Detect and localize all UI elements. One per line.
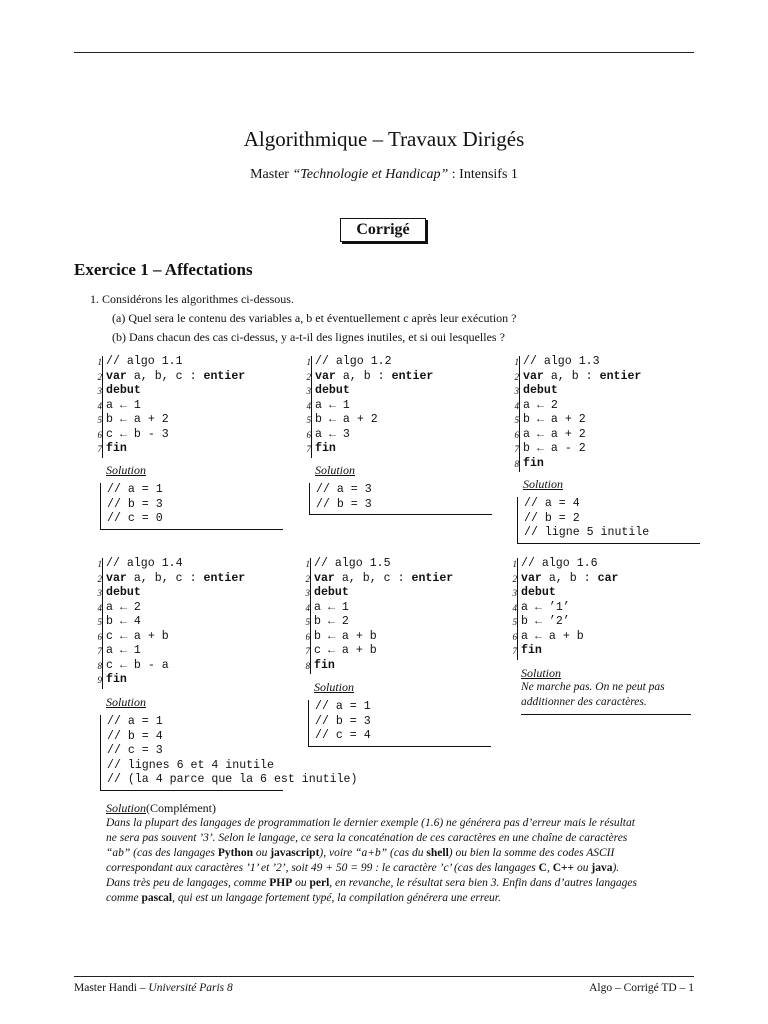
code-line: a ← ’1’ 4 bbox=[521, 601, 618, 616]
line-number: 3 bbox=[97, 386, 102, 396]
code-line: // algo 1.2 1 bbox=[315, 355, 433, 370]
line-number: 7 bbox=[512, 646, 517, 656]
solution-line: // b = 3 bbox=[107, 497, 163, 511]
solution-line: // b = 2 bbox=[524, 511, 580, 525]
complement-line: “ab” (cas des langages Python ou javascript), voire “a+b” (cas du shell) ou bien la somme des codes ASCII bbox=[106, 847, 615, 859]
solution-line: // b = 3 bbox=[316, 497, 372, 511]
line-number: 9 bbox=[97, 675, 102, 685]
line-number: 1 bbox=[512, 559, 517, 569]
corrige-badge: Corrigé bbox=[340, 218, 426, 242]
line-number: 2 bbox=[514, 371, 519, 382]
code-line: a ← a + 2 6 bbox=[523, 428, 641, 443]
line-number: 6 bbox=[305, 631, 310, 642]
code-line: // algo 1.5 1 bbox=[314, 557, 453, 572]
code-line: // algo 1.1 1 bbox=[106, 355, 245, 370]
line-number: 4 bbox=[512, 602, 517, 613]
code-line: debut 3 bbox=[106, 384, 245, 399]
solution-line: // (la 4 parce que la 6 est inutile) bbox=[107, 773, 358, 786]
algo-2-code bbox=[306, 355, 434, 457]
algo-3-code bbox=[514, 355, 642, 471]
line-number: 7 bbox=[306, 444, 311, 454]
line-number: 7 bbox=[97, 444, 102, 454]
solution-line: // ligne 5 inutile bbox=[524, 526, 650, 539]
code-line: debut 3 bbox=[106, 586, 245, 601]
line-number: 2 bbox=[306, 371, 311, 382]
code-line: c ← b - 3 6 bbox=[106, 428, 245, 443]
code-margin-bar bbox=[310, 558, 311, 674]
solution-line: // a = 1 bbox=[107, 483, 163, 496]
algo-5-code bbox=[305, 557, 454, 673]
solution-line: // a = 3 bbox=[316, 483, 372, 496]
code-margin-bar bbox=[102, 558, 103, 689]
exercise-heading: Exercice 1 – Affectations bbox=[74, 260, 253, 279]
code-margin-bar bbox=[519, 356, 520, 472]
code-line: c ← a + b 7 bbox=[314, 644, 453, 659]
line-number: 2 bbox=[305, 573, 310, 584]
code-line: b ← a + b 6 bbox=[314, 630, 453, 645]
code-line: // algo 1.4 1 bbox=[106, 557, 245, 572]
line-number: 6 bbox=[306, 429, 311, 440]
code-line: a ← 1 4 bbox=[106, 399, 245, 414]
code-line: a ← 1 7 bbox=[106, 644, 245, 659]
line-number: 6 bbox=[97, 429, 102, 440]
line-number: 8 bbox=[305, 660, 310, 671]
code-line: debut 3 bbox=[523, 384, 641, 399]
line-number: 4 bbox=[97, 602, 102, 613]
complement-line: Dans la plupart des langages de programmation le dernier exemple (1.6) ne générera pas d’erreur mais le résultat bbox=[106, 817, 635, 829]
complement-line: Dans très peu de langages, comme PHP ou perl, en revanche, le résultat sera bien 3. Enfin dans d’autres langages bbox=[106, 877, 637, 889]
line-number: 5 bbox=[97, 415, 102, 425]
code-line: a ← 2 4 bbox=[106, 601, 245, 616]
line-number: 3 bbox=[512, 588, 517, 598]
code-line: a ← 1 4 bbox=[314, 601, 453, 616]
solution-line: // a = 4 bbox=[524, 497, 580, 510]
line-number: 8 bbox=[514, 458, 519, 469]
line-number: 7 bbox=[305, 646, 310, 656]
code-line: fin 9 bbox=[106, 673, 245, 688]
code-line: a ← 3 6 bbox=[315, 428, 433, 443]
line-number: 6 bbox=[512, 631, 517, 642]
question-1: 1. Considérons les algorithmes ci-dessous. bbox=[90, 292, 294, 306]
complement-line: ne sera pas souvent ’3’. Selon le langage, ce sera la concaténation de ces caractères en une chaîne de caractères bbox=[106, 832, 628, 844]
question-1b: (b) Dans chacun des cas ci-dessus, y a-t-il des lignes inutiles, et si oui lesquelles ? bbox=[112, 330, 505, 344]
footer-left: Master Handi – Université Paris 8 bbox=[74, 982, 233, 994]
code-line: b ← a + 2 5 bbox=[523, 413, 641, 428]
line-number: 5 bbox=[306, 415, 311, 425]
code-line: debut 3 bbox=[521, 586, 618, 601]
solution-box bbox=[100, 483, 283, 530]
page-title: Algorithmique – Travaux Dirigés bbox=[243, 127, 525, 151]
line-number: 2 bbox=[97, 573, 102, 584]
code-line: b ← a - 2 7 bbox=[523, 442, 641, 457]
line-number: 6 bbox=[97, 631, 102, 642]
code-margin-bar bbox=[517, 558, 518, 660]
solution-line: // lignes 6 et 4 inutile bbox=[107, 758, 274, 772]
solution-line: // a = 1 bbox=[315, 700, 371, 713]
line-number: 1 bbox=[306, 357, 311, 367]
line-number: 5 bbox=[512, 617, 517, 627]
code-line: fin 7 bbox=[315, 442, 433, 457]
line-number: 2 bbox=[512, 573, 517, 584]
code-margin-bar bbox=[102, 356, 103, 458]
complement-solution-label: Solution(Complément) bbox=[106, 801, 216, 815]
line-number: 5 bbox=[305, 617, 310, 627]
code-line: // algo 1.6 1 bbox=[521, 557, 618, 572]
solution-box bbox=[517, 497, 700, 544]
line-number: 4 bbox=[306, 400, 311, 411]
solution-line: // c = 4 bbox=[315, 729, 371, 742]
solution-line: // b = 4 bbox=[107, 729, 163, 743]
line-number: 5 bbox=[97, 617, 102, 627]
code-line: b ← a + 2 5 bbox=[106, 413, 245, 428]
code-line: b ← 4 5 bbox=[106, 615, 245, 630]
code-line: b ← a + 2 5 bbox=[315, 413, 433, 428]
code-line: var a, b : entier 2 bbox=[315, 370, 433, 385]
page-subtitle: Master “Technologie et Handicap” : Intensifs 1 bbox=[250, 167, 518, 182]
complement-line: comme pascal, qui est un langage fortement typé, la compilation générera une erreur. bbox=[106, 892, 501, 904]
code-line: a ← 1 4 bbox=[315, 399, 433, 414]
top-rule bbox=[74, 52, 694, 53]
solution-label: Solution bbox=[521, 666, 562, 680]
code-line: b ← 2 5 bbox=[314, 615, 453, 630]
code-line: a ← a + b 6 bbox=[521, 630, 618, 645]
bottom-rule bbox=[74, 976, 694, 977]
solution-line: // c = 0 bbox=[107, 512, 163, 525]
code-margin-bar bbox=[311, 356, 312, 458]
line-number: 8 bbox=[97, 660, 102, 671]
code-line: // algo 1.3 1 bbox=[523, 355, 641, 370]
line-number: 4 bbox=[514, 400, 519, 411]
solution-label: Solution bbox=[523, 477, 564, 491]
line-number: 1 bbox=[305, 559, 310, 569]
line-number: 3 bbox=[305, 588, 310, 598]
line-number: 1 bbox=[514, 357, 519, 367]
code-line: c ← a + b 6 bbox=[106, 630, 245, 645]
code-line: fin 8 bbox=[523, 457, 641, 472]
code-line: var a, b, c : entier 2 bbox=[106, 370, 245, 385]
solution-label: Solution bbox=[315, 463, 356, 477]
line-number: 7 bbox=[514, 444, 519, 454]
line-number: 3 bbox=[514, 386, 519, 396]
solution-label: Solution bbox=[314, 680, 355, 694]
code-line: fin 7 bbox=[521, 644, 618, 659]
code-line: debut 3 bbox=[315, 384, 433, 399]
line-number: 1 bbox=[97, 559, 102, 569]
algo-6-code bbox=[512, 557, 619, 659]
code-line: var a, b, c : entier 2 bbox=[314, 572, 453, 587]
code-line: a ← 2 4 bbox=[523, 399, 641, 414]
code-line: var a, b : entier 2 bbox=[523, 370, 641, 385]
line-number: 4 bbox=[97, 400, 102, 411]
solution-label: Solution bbox=[106, 463, 147, 477]
algo-1-code bbox=[97, 355, 246, 457]
code-line: fin 8 bbox=[314, 659, 453, 674]
complement-line: correspondant aux caractères ’1’ et ’2’, soit 49 + 50 = 99 : le caractère ’c’ (cas des langages C, C++ ou java). bbox=[106, 862, 620, 874]
solution-line: // c = 3 bbox=[107, 744, 163, 757]
solution-box bbox=[308, 700, 491, 747]
line-number: 2 bbox=[97, 371, 102, 382]
code-line: b ← ’2’ 5 bbox=[521, 615, 618, 630]
code-line: debut 3 bbox=[314, 586, 453, 601]
footer-right: Algo – Corrigé TD – 1 bbox=[589, 982, 694, 994]
code-line: var a, b : car 2 bbox=[521, 572, 618, 587]
line-number: 5 bbox=[514, 415, 519, 425]
line-number: 4 bbox=[305, 602, 310, 613]
solution-box bbox=[309, 483, 492, 515]
line-number: 7 bbox=[97, 646, 102, 656]
line-number: 3 bbox=[306, 386, 311, 396]
solution-label: Solution bbox=[106, 695, 147, 709]
code-line: fin 7 bbox=[106, 442, 245, 457]
solution-line: // a = 1 bbox=[107, 715, 163, 728]
line-number: 1 bbox=[97, 357, 102, 367]
line-number: 6 bbox=[514, 429, 519, 440]
algo-4-code bbox=[97, 557, 246, 688]
question-1a: (a) Quel sera le contenu des variables a, b et éventuellement c après leur exécution ? bbox=[112, 311, 517, 325]
line-number: 3 bbox=[97, 588, 102, 598]
code-line: var a, b, c : entier 2 bbox=[106, 572, 245, 587]
solution-text: Ne marche pas. On ne peut pas additionner des caractères. bbox=[521, 680, 691, 715]
code-line: c ← b - a 8 bbox=[106, 659, 245, 674]
solution-line: // b = 3 bbox=[315, 714, 371, 728]
complement-text bbox=[106, 816, 696, 906]
